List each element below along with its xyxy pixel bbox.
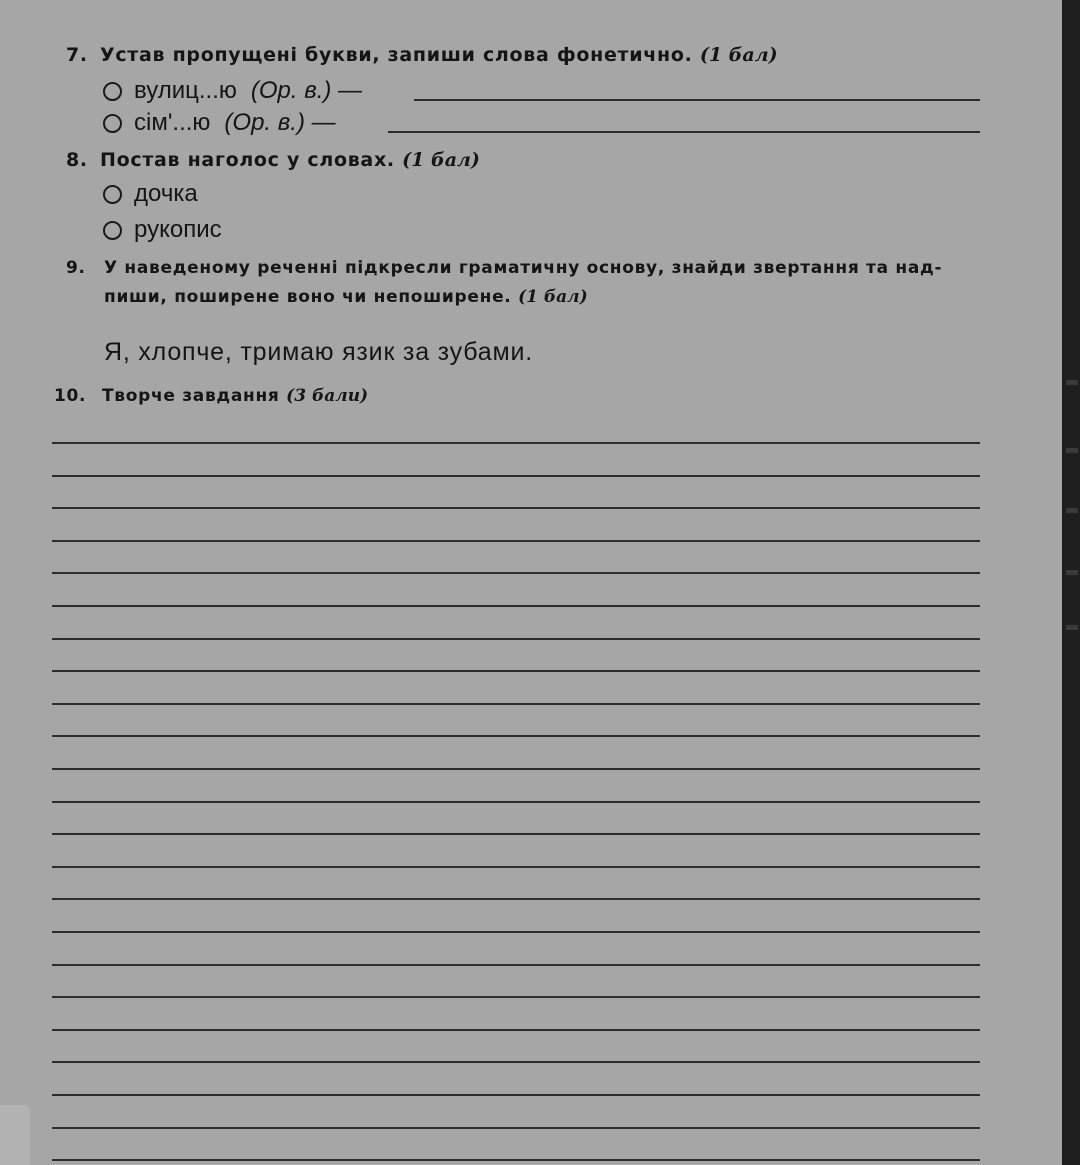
writing-line[interactable] [52, 735, 980, 737]
option-word: дочка [134, 180, 198, 207]
option-word: вулиц...ю [134, 77, 237, 104]
writing-line[interactable] [52, 1061, 980, 1063]
task-8-option-1[interactable] [103, 180, 198, 208]
page-edge [1062, 0, 1080, 1165]
task-number: 8. [66, 149, 88, 171]
writing-line[interactable] [52, 442, 980, 444]
task-text-line-2: пиши, поширене воно чи непоширене. [104, 287, 512, 307]
writing-line[interactable] [52, 605, 980, 607]
task-points: (3 бали) [286, 386, 369, 406]
radio-circle-icon[interactable] [103, 185, 122, 204]
task-number: 9. [66, 258, 86, 278]
task-9-prompt-cont [104, 287, 588, 307]
task-7-prompt [66, 44, 778, 66]
writing-line[interactable] [52, 833, 980, 835]
writing-line[interactable] [52, 898, 980, 900]
task-points: (1 бал) [402, 149, 480, 171]
task-7-option-2[interactable] [103, 109, 336, 137]
edge-mark [1066, 570, 1078, 575]
page-corner [0, 1105, 30, 1165]
writing-line[interactable] [52, 964, 980, 966]
task-9-sentence: Я, хлопче, тримаю язик за зубами. [104, 338, 533, 366]
task-text: Творче завдання [102, 386, 280, 406]
option-case: (Ор. в.) — [250, 77, 363, 104]
writing-line[interactable] [52, 572, 980, 574]
edge-mark [1066, 380, 1078, 385]
edge-mark [1066, 448, 1078, 453]
task-8-option-2[interactable] [103, 216, 222, 244]
option-case: (Ор. в.) — [224, 109, 336, 136]
edge-mark [1066, 508, 1078, 513]
writing-line[interactable] [52, 1029, 980, 1031]
writing-line[interactable] [52, 996, 980, 998]
option-word: рукопис [134, 216, 222, 243]
task-number: 7. [66, 44, 88, 66]
writing-line[interactable] [52, 801, 980, 803]
answer-line[interactable] [388, 131, 980, 133]
writing-line[interactable] [52, 1094, 980, 1096]
writing-line[interactable] [52, 866, 980, 868]
writing-line[interactable] [52, 1127, 980, 1129]
writing-line[interactable] [52, 475, 980, 477]
writing-line[interactable] [52, 540, 980, 542]
radio-circle-icon[interactable] [103, 221, 122, 240]
task-points: (1 бал) [699, 44, 778, 66]
writing-line[interactable] [52, 703, 980, 705]
answer-line[interactable] [414, 99, 980, 101]
task-number: 10. [54, 386, 87, 406]
task-text: Постав наголос у словах. [100, 149, 395, 171]
task-10-prompt [54, 386, 368, 406]
writing-line[interactable] [52, 931, 980, 933]
writing-line[interactable] [52, 507, 980, 509]
radio-circle-icon[interactable] [103, 82, 122, 101]
task-7-option-1[interactable] [103, 77, 362, 105]
writing-line[interactable] [52, 638, 980, 640]
task-8-prompt [66, 149, 480, 171]
radio-circle-icon[interactable] [103, 114, 122, 133]
writing-line[interactable] [52, 670, 980, 672]
task-points: (1 бал) [518, 287, 588, 307]
option-word: сім'...ю [134, 109, 211, 136]
task-text: Устав пропущені букви, запиши слова фонетично. [100, 44, 693, 66]
task-text-line-1: У наведеному реченні підкресли граматичну основу, знайди звертання та над- [104, 258, 943, 278]
writing-line[interactable] [52, 768, 980, 770]
edge-mark [1066, 625, 1078, 630]
task-9-prompt [66, 258, 942, 278]
writing-line[interactable] [52, 1159, 980, 1161]
